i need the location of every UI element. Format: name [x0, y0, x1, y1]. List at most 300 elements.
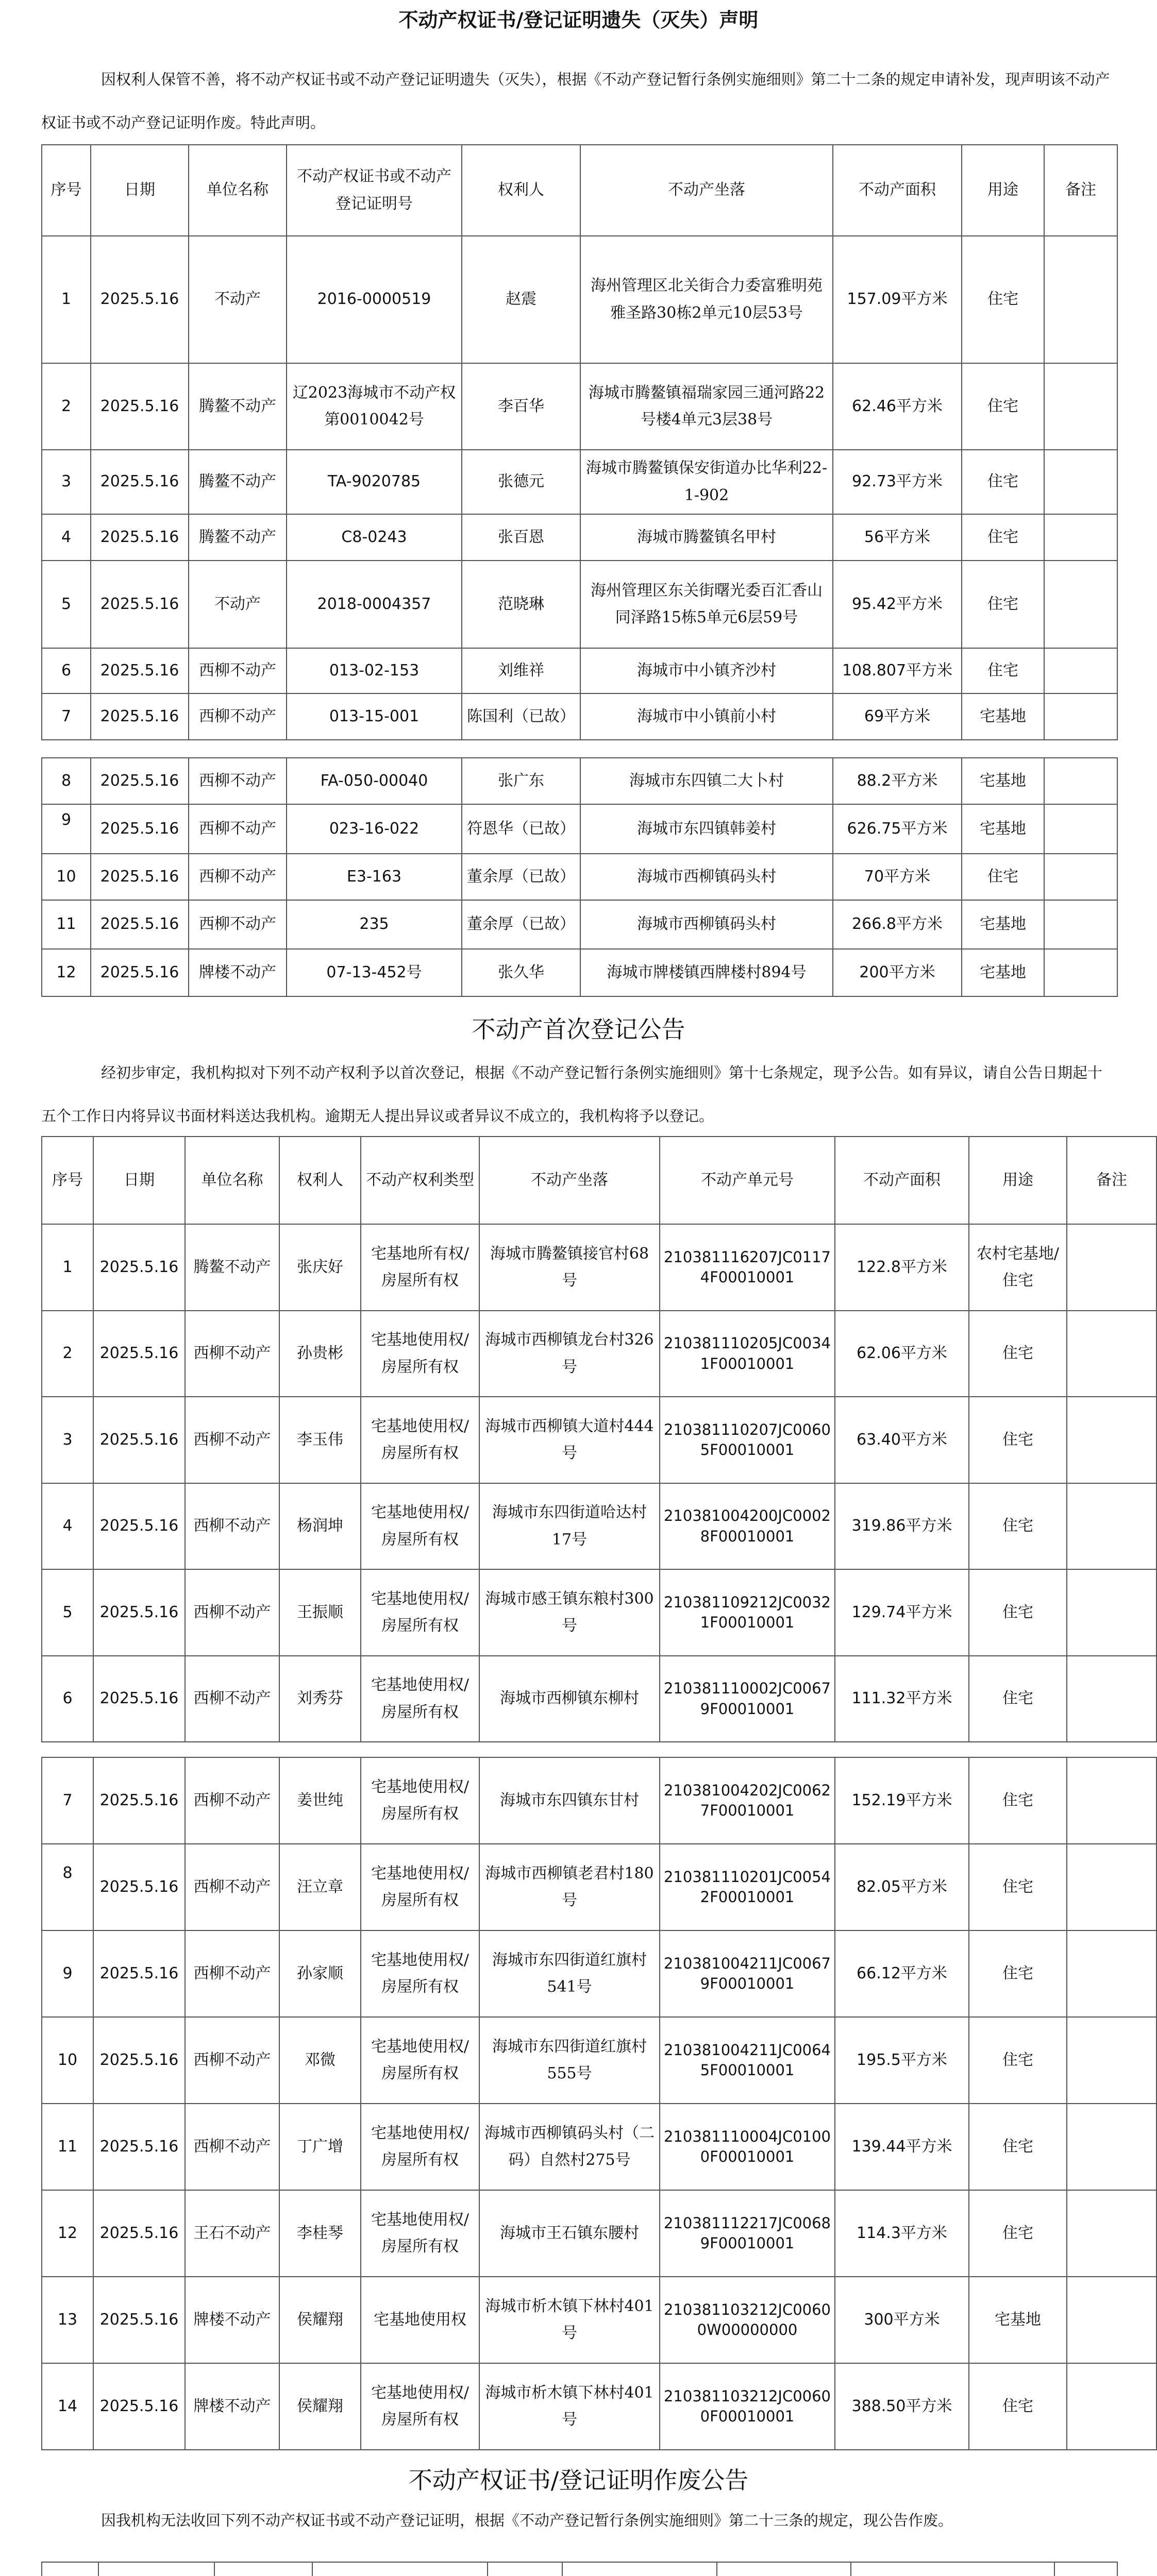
cell-unit: 腾鳌不动产 [189, 514, 287, 561]
table-row [42, 1844, 1156, 1930]
cell-area: 139.44平方米 [835, 2104, 969, 2190]
cell-location: 海城市西柳镇大道村444号 [479, 1397, 660, 1483]
cell-location: 海城市东四街道红旗村555号 [479, 2017, 660, 2104]
cell-usage: 住宅 [969, 1397, 1067, 1483]
table-row [42, 561, 1117, 648]
table-row [42, 2104, 1156, 2190]
cell-cert-no: TA-9020785 [287, 450, 462, 514]
cell-owner: 张久华 [462, 949, 580, 996]
cell-location: 海城市西柳镇码头村（二码）自然村275号 [479, 2104, 660, 2190]
cell-area: 70平方米 [833, 854, 962, 900]
table-row [42, 949, 1117, 996]
cell-location: 海城市中小镇前小村 [580, 693, 833, 740]
cell-seq: 9 [42, 1930, 93, 2017]
cell-seq: 12 [42, 949, 91, 996]
cell-unit: 牌楼不动产 [185, 2277, 279, 2363]
cell-location: 海城市西柳镇东柳村 [479, 1656, 660, 1742]
cell-usage: 住宅 [962, 514, 1044, 561]
cell-seq: 1 [42, 1224, 93, 1311]
col-header [98, 2562, 214, 2576]
cell-date: 2025.5.16 [93, 1483, 185, 1569]
cell-usage: 住宅 [962, 854, 1044, 900]
table-row [42, 1224, 1156, 1311]
cell-right-type: 宅基地使用权/房屋所有权 [361, 1656, 479, 1742]
cell-remark [1067, 1569, 1156, 1656]
col-header: 用途 [969, 1137, 1067, 1224]
cell-unit: 西柳不动产 [189, 804, 287, 854]
cell-remark [1067, 1656, 1156, 1742]
cell-remark [1044, 854, 1117, 900]
cell-unit: 西柳不动产 [185, 1483, 279, 1569]
cell-owner: 孙家顺 [279, 1930, 361, 2017]
col-header: 不动产面积 [835, 1137, 969, 1224]
cell-remark [1067, 1930, 1156, 2017]
cell-seq: 2 [42, 363, 91, 450]
cell-cert-no: 2018-0004357 [287, 561, 462, 648]
cell-unit: 腾鳌不动产 [185, 1224, 279, 1311]
cell-usage: 住宅 [969, 1844, 1067, 1930]
cell-date: 2025.5.16 [91, 693, 189, 740]
col-header: 序号 [42, 145, 91, 236]
cell-area: 388.50平方米 [835, 2363, 969, 2450]
cell-usage: 宅基地 [962, 758, 1044, 804]
cell-right-type: 宅基地使用权/房屋所有权 [361, 1757, 479, 1844]
cell-right-type: 宅基地使用权/房屋所有权 [361, 1844, 479, 1930]
cell-right-type: 宅基地使用权/房屋所有权 [361, 2104, 479, 2190]
cell-seq: 13 [42, 2277, 93, 2363]
table-row [42, 450, 1117, 514]
cell-unit: 牌楼不动产 [189, 949, 287, 996]
cell-owner: 张广东 [462, 758, 580, 804]
cell-unit: 西柳不动产 [185, 1569, 279, 1656]
cell-area: 626.75平方米 [833, 804, 962, 854]
cell-owner: 孙贵彬 [279, 1311, 361, 1397]
cell-owner: 李桂琴 [279, 2190, 361, 2277]
cell-cert-no: FA-050-00040 [287, 758, 462, 804]
cell-unit: 西柳不动产 [185, 1757, 279, 1844]
cell-location: 海城市腾鳌镇名甲村 [580, 514, 833, 561]
cell-area: 66.12平方米 [835, 1930, 969, 2017]
col-header: 权利人 [279, 1137, 361, 1224]
cell-location: 海城市腾鳌镇福瑞家园三通河路22号楼4单元3层38号 [580, 363, 833, 450]
cell-location: 海城市东四镇二大卜村 [580, 758, 833, 804]
cell-unit-no: 210381004200JC00028F00010001 [660, 1483, 835, 1569]
table-row [42, 2017, 1156, 2104]
lost-certificate-table-part2 [41, 757, 1118, 997]
cell-area: 319.86平方米 [835, 1483, 969, 1569]
table-row [42, 854, 1117, 900]
cell-location: 海城市东四街道红旗村541号 [479, 1930, 660, 2017]
cell-date: 2025.5.16 [93, 1311, 185, 1397]
cell-seq: 5 [42, 561, 91, 648]
table-row [42, 900, 1117, 949]
cell-unit: 西柳不动产 [185, 2017, 279, 2104]
col-header: 权利人 [462, 145, 580, 236]
col-header [214, 2562, 312, 2576]
cell-unit-no: 210381004211JC00645F00010001 [660, 2017, 835, 2104]
section3-paragraph: 因我机构无法收回下列不动产权证书或不动产登记证明，根据《不动产登记暂行条例实施细则》第二十三条的规定，现公告作废。 [101, 2512, 953, 2529]
cell-seq: 1 [42, 236, 91, 363]
table-header-row [42, 1137, 1156, 1224]
cell-seq: 6 [42, 648, 91, 693]
cell-remark [1044, 514, 1117, 561]
col-header: 不动产坐落 [580, 145, 833, 236]
cell-usage: 住宅 [969, 2363, 1067, 2450]
cell-owner: 张德元 [462, 450, 580, 514]
col-header: 单位名称 [185, 1137, 279, 1224]
cell-cert-no: 013-15-001 [287, 693, 462, 740]
cell-unit-no: 210381110201JC00542F00010001 [660, 1844, 835, 1930]
cell-seq: 6 [42, 1656, 93, 1742]
cell-remark [1044, 363, 1117, 450]
cell-unit: 西柳不动产 [189, 758, 287, 804]
cell-seq: 4 [42, 1483, 93, 1569]
col-header [312, 2562, 488, 2576]
section1-title: 不动产权证书/登记证明遗失（灭失）声明 [398, 9, 759, 31]
cell-remark [1067, 2363, 1156, 2450]
cell-location: 海州管理区北关街合力委富雅明苑雅圣路30栋2单元10层53号 [580, 236, 833, 363]
cell-seq: 9 [42, 804, 91, 854]
cell-area: 56平方米 [833, 514, 962, 561]
cell-unit-no: 210381004202JC00627F00010001 [660, 1757, 835, 1844]
cell-usage: 农村宅基地/住宅 [969, 1224, 1067, 1311]
cell-area: 82.05平方米 [835, 1844, 969, 1930]
table-row [42, 1311, 1156, 1397]
cell-location: 海城市牌楼镇西牌楼村894号 [580, 949, 833, 996]
cell-unit-no: 210381109212JC00321F00010001 [660, 1569, 835, 1656]
table-row [42, 2277, 1156, 2363]
cell-unit-no: 210381110004JC01000F00010001 [660, 2104, 835, 2190]
cell-owner: 刘维祥 [462, 648, 580, 693]
cell-unit-no: 210381116207JC01174F00010001 [660, 1224, 835, 1311]
cell-owner: 姜世纯 [279, 1757, 361, 1844]
cell-usage: 住宅 [962, 450, 1044, 514]
col-header: 不动产权证书或不动产登记证明号 [287, 145, 462, 236]
cell-usage: 住宅 [969, 1483, 1067, 1569]
cell-remark [1044, 693, 1117, 740]
cell-owner: 赵震 [462, 236, 580, 363]
cell-seq: 11 [42, 2104, 93, 2190]
cell-unit: 西柳不动产 [189, 854, 287, 900]
table-row [42, 693, 1117, 740]
cell-date: 2025.5.16 [93, 2104, 185, 2190]
cell-right-type: 宅基地所有权/房屋所有权 [361, 1224, 479, 1311]
col-header: 不动产面积 [833, 145, 962, 236]
void-certificate-table [41, 2562, 1118, 2576]
cell-unit: 西柳不动产 [185, 1844, 279, 1930]
cell-usage: 住宅 [969, 1569, 1067, 1656]
cell-area: 266.8平方米 [833, 900, 962, 949]
cell-unit: 不动产 [189, 236, 287, 363]
cell-cert-no: E3-163 [287, 854, 462, 900]
cell-remark [1044, 648, 1117, 693]
cell-unit-no: 210381004211JC00679F00010001 [660, 1930, 835, 2017]
col-header [562, 2562, 717, 2576]
cell-owner: 范晓琳 [462, 561, 580, 648]
cell-usage: 宅基地 [962, 693, 1044, 740]
cell-remark [1067, 2190, 1156, 2277]
cell-owner: 张百恩 [462, 514, 580, 561]
cell-location: 海州管理区东关街曙光委百汇香山同泽路15栋5单元6层59号 [580, 561, 833, 648]
cell-unit-no: 210381110207JC00605F00010001 [660, 1397, 835, 1483]
cell-usage: 住宅 [969, 2104, 1067, 2190]
section1-paragraph: 因权利人保管不善，将不动产权证书或不动产登记证明遗失（灭失），根据《不动产登记暂行条例实施细则》第二十二条的规定申请补发，现声明该不动产权证书或不动产登记证明作废。特此声明。 [41, 71, 1110, 131]
cell-remark [1067, 1483, 1156, 1569]
col-header [717, 2562, 851, 2576]
cell-date: 2025.5.16 [91, 949, 189, 996]
cell-usage: 住宅 [962, 648, 1044, 693]
cell-seq: 5 [42, 1569, 93, 1656]
cell-right-type: 宅基地使用权/房屋所有权 [361, 1311, 479, 1397]
table-row [42, 1569, 1156, 1656]
cell-seq: 3 [42, 450, 91, 514]
cell-usage: 宅基地 [962, 900, 1044, 949]
col-header: 日期 [93, 1137, 185, 1224]
cell-right-type: 宅基地使用权/房屋所有权 [361, 1930, 479, 2017]
cell-location: 海城市西柳镇码头村 [580, 854, 833, 900]
cell-area: 152.19平方米 [835, 1757, 969, 1844]
cell-location: 海城市东四镇东甘村 [479, 1757, 660, 1844]
cell-cert-no: 023-16-022 [287, 804, 462, 854]
col-header: 日期 [91, 145, 189, 236]
cell-right-type: 宅基地使用权/房屋所有权 [361, 2363, 479, 2450]
cell-location: 海城市王石镇东腰村 [479, 2190, 660, 2277]
cell-remark [1044, 900, 1117, 949]
cell-owner: 丁广增 [279, 2104, 361, 2190]
cell-cert-no: 2016-0000519 [287, 236, 462, 363]
cell-area: 95.42平方米 [833, 561, 962, 648]
table-row [42, 804, 1117, 854]
cell-date: 2025.5.16 [91, 804, 189, 854]
cell-unit-no: 210381103212JC00600F00010001 [660, 2363, 835, 2450]
col-header: 单位名称 [189, 145, 287, 236]
cell-area: 62.46平方米 [833, 363, 962, 450]
col-header: 备注 [1067, 1137, 1156, 1224]
cell-usage: 住宅 [969, 1930, 1067, 2017]
table-row [42, 1483, 1156, 1569]
cell-usage: 宅基地 [962, 804, 1044, 854]
cell-unit: 西柳不动产 [185, 1656, 279, 1742]
cell-date: 2025.5.16 [91, 561, 189, 648]
section3-title: 不动产权证书/登记证明作废公告 [408, 2466, 749, 2494]
table-row [42, 363, 1117, 450]
cell-area: 69平方米 [833, 693, 962, 740]
cell-seq: 7 [42, 693, 91, 740]
cell-date: 2025.5.16 [93, 2363, 185, 2450]
cell-cert-no: 235 [287, 900, 462, 949]
cell-seq: 12 [42, 2190, 93, 2277]
cell-usage: 住宅 [962, 561, 1044, 648]
cell-area: 92.73平方米 [833, 450, 962, 514]
cell-cert-no: C8-0243 [287, 514, 462, 561]
cell-area: 111.32平方米 [835, 1656, 969, 1742]
cell-right-type: 宅基地使用权/房屋所有权 [361, 1569, 479, 1656]
col-header: 不动产坐落 [479, 1137, 660, 1224]
table-row [42, 1397, 1156, 1483]
cell-remark [1044, 949, 1117, 996]
cell-unit: 腾鳌不动产 [189, 363, 287, 450]
table-row [42, 1656, 1156, 1742]
cell-seq: 8 [42, 758, 91, 804]
cell-usage: 住宅 [962, 363, 1044, 450]
cell-owner: 李玉伟 [279, 1397, 361, 1483]
first-registration-table-part1 [41, 1136, 1157, 1742]
cell-usage: 住宅 [969, 2190, 1067, 2277]
cell-date: 2025.5.16 [93, 1844, 185, 1930]
cell-cert-no: 07-13-452号 [287, 949, 462, 996]
cell-date: 2025.5.16 [91, 363, 189, 450]
cell-seq: 11 [42, 900, 91, 949]
cell-location: 海城市东四街道哈达村17号 [479, 1483, 660, 1569]
cell-usage: 住宅 [969, 1656, 1067, 1742]
cell-date: 2025.5.16 [93, 1757, 185, 1844]
cell-owner: 陈国利（已故） [462, 693, 580, 740]
cell-area: 108.807平方米 [833, 648, 962, 693]
cell-date: 2025.5.16 [93, 1656, 185, 1742]
cell-cert-no: 013-02-153 [287, 648, 462, 693]
cell-seq: 2 [42, 1311, 93, 1397]
cell-right-type: 宅基地使用权/房屋所有权 [361, 2017, 479, 2104]
cell-remark [1067, 1844, 1156, 1930]
cell-remark [1044, 758, 1117, 804]
cell-location: 海城市腾鳌镇接官村68号 [479, 1224, 660, 1311]
cell-unit: 西柳不动产 [185, 1311, 279, 1397]
cell-seq: 14 [42, 2363, 93, 2450]
cell-remark [1067, 2017, 1156, 2104]
cell-date: 2025.5.16 [91, 854, 189, 900]
cell-remark [1044, 450, 1117, 514]
cell-area: 122.8平方米 [835, 1224, 969, 1311]
cell-date: 2025.5.16 [91, 648, 189, 693]
col-header: 备注 [1044, 145, 1117, 236]
cell-owner: 董余厚（已故） [462, 854, 580, 900]
cell-usage: 宅基地 [969, 2277, 1067, 2363]
cell-owner: 杨润坤 [279, 1483, 361, 1569]
cell-unit: 牌楼不动产 [185, 2363, 279, 2450]
cell-seq: 8 [42, 1844, 93, 1930]
cell-seq: 10 [42, 854, 91, 900]
cell-unit: 西柳不动产 [189, 900, 287, 949]
cell-remark [1067, 1311, 1156, 1397]
table-header-row [42, 2562, 1117, 2576]
cell-unit-no: 210381110002JC00679F00010001 [660, 1656, 835, 1742]
cell-area: 129.74平方米 [835, 1569, 969, 1656]
cell-date: 2025.5.16 [93, 2277, 185, 2363]
col-header: 不动产单元号 [660, 1137, 835, 1224]
cell-usage: 宅基地 [962, 949, 1044, 996]
col-header [851, 2562, 1054, 2576]
cell-remark [1044, 236, 1117, 363]
table-row [42, 1930, 1156, 2017]
cell-owner: 张庆好 [279, 1224, 361, 1311]
cell-unit: 西柳不动产 [185, 1397, 279, 1483]
cell-area: 300平方米 [835, 2277, 969, 2363]
col-header [488, 2562, 562, 2576]
table-row [42, 2190, 1156, 2277]
cell-area: 200平方米 [833, 949, 962, 996]
cell-owner: 董余厚（已故） [462, 900, 580, 949]
cell-seq: 4 [42, 514, 91, 561]
cell-usage: 住宅 [969, 1311, 1067, 1397]
table-row [42, 1757, 1156, 1844]
cell-location: 海城市析木镇下林村401号 [479, 2277, 660, 2363]
cell-unit: 西柳不动产 [185, 1930, 279, 2017]
cell-area: 114.3平方米 [835, 2190, 969, 2277]
cell-owner: 符恩华（已故） [462, 804, 580, 854]
cell-right-type: 宅基地使用权/房屋所有权 [361, 1483, 479, 1569]
cell-location: 海城市西柳镇老君村180号 [479, 1844, 660, 1930]
cell-area: 62.06平方米 [835, 1311, 969, 1397]
cell-owner: 李百华 [462, 363, 580, 450]
cell-unit: 不动产 [189, 561, 287, 648]
cell-owner: 邓微 [279, 2017, 361, 2104]
cell-unit: 西柳不动产 [189, 648, 287, 693]
cell-date: 2025.5.16 [91, 758, 189, 804]
cell-unit: 西柳不动产 [189, 693, 287, 740]
table-row [42, 514, 1117, 561]
cell-unit-no: 210381110205JC00341F00010001 [660, 1311, 835, 1397]
table-row [42, 236, 1117, 363]
cell-area: 157.09平方米 [833, 236, 962, 363]
cell-remark [1067, 2277, 1156, 2363]
table-header-row [42, 145, 1117, 236]
cell-unit: 西柳不动产 [185, 2104, 279, 2190]
table-row [42, 648, 1117, 693]
cell-remark [1067, 1757, 1156, 1844]
cell-area: 63.40平方米 [835, 1397, 969, 1483]
cell-remark [1044, 561, 1117, 648]
cell-date: 2025.5.16 [91, 900, 189, 949]
cell-area: 195.5平方米 [835, 2017, 969, 2104]
cell-date: 2025.5.16 [93, 2017, 185, 2104]
cell-cert-no: 辽2023海城市不动产权第0010042号 [287, 363, 462, 450]
first-registration-table-part2 [41, 1757, 1157, 2450]
cell-owner: 王振顺 [279, 1569, 361, 1656]
cell-remark [1067, 1224, 1156, 1311]
cell-date: 2025.5.16 [91, 450, 189, 514]
cell-usage: 住宅 [962, 236, 1044, 363]
cell-usage: 住宅 [969, 1757, 1067, 1844]
cell-area: 88.2平方米 [833, 758, 962, 804]
cell-owner: 刘秀芬 [279, 1656, 361, 1742]
col-header [42, 2562, 98, 2576]
table-row [42, 758, 1117, 804]
cell-seq: 10 [42, 2017, 93, 2104]
cell-location: 海城市腾鳌镇保安街道办比华利22-1-902 [580, 450, 833, 514]
cell-owner: 侯耀翔 [279, 2277, 361, 2363]
cell-unit: 腾鳌不动产 [189, 450, 287, 514]
col-header: 序号 [42, 1137, 93, 1224]
cell-unit-no: 210381112217JC00689F00010001 [660, 2190, 835, 2277]
cell-unit-no: 210381103212JC00600W00000000 [660, 2277, 835, 2363]
cell-location: 海城市西柳镇龙台村326号 [479, 1311, 660, 1397]
table-row [42, 2363, 1156, 2450]
cell-right-type: 宅基地使用权/房屋所有权 [361, 2190, 479, 2277]
cell-seq: 3 [42, 1397, 93, 1483]
lost-certificate-table-part1 [41, 144, 1118, 740]
section2-paragraph: 经初步审定，我机构拟对下列不动产权利予以首次登记，根据《不动产登记暂行条例实施细则》第十七条规定，现予公告。如有异议，请自公告日期起十五个工作日内将异议书面材料送达我机构。逾期无人提出异议或者异议不成立的，我机构将予以登记。 [41, 1064, 1103, 1125]
cell-date: 2025.5.16 [91, 236, 189, 363]
col-header [1054, 2562, 1117, 2576]
cell-owner: 侯耀翔 [279, 2363, 361, 2450]
section2-title: 不动产首次登记公告 [472, 1015, 685, 1043]
cell-date: 2025.5.16 [93, 1930, 185, 2017]
cell-owner: 汪立章 [279, 1844, 361, 1930]
cell-date: 2025.5.16 [93, 1397, 185, 1483]
col-header: 用途 [962, 145, 1044, 236]
cell-unit: 王石不动产 [185, 2190, 279, 2277]
cell-location: 海城市东四镇韩姜村 [580, 804, 833, 854]
